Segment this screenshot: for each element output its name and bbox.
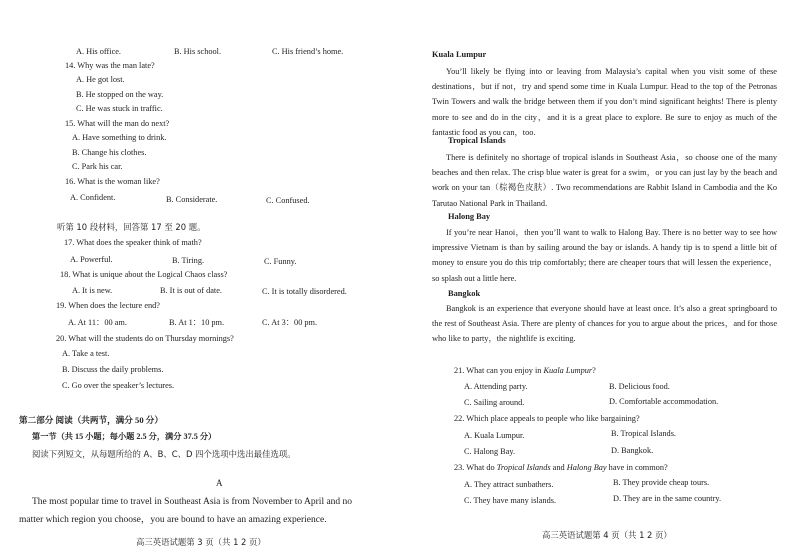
q23-option-d: D. They are in the same country.	[613, 494, 722, 503]
right-page	[404, 0, 789, 558]
passage-intro-line1: The most popular time to travel in Southeast Asia is from November to April and no	[32, 497, 353, 507]
q18-option-a: A. It is new.	[72, 286, 113, 295]
q21-option-a: A. Attending party.	[464, 382, 528, 391]
q14-option-a: A. He got lost.	[76, 75, 125, 84]
q20-option-b: B. Discuss the daily problems.	[62, 365, 164, 374]
reading-instruction: 阅读下列短文，从每题所给的 A、B、C、D 四个选项中选出最佳选项。	[32, 449, 296, 459]
passage-label: A	[216, 478, 223, 488]
q14-stem: 14. Why was the man late?	[65, 61, 155, 70]
q16-option-b: B. Considerate.	[166, 195, 218, 204]
q20-stem: 20. What will the students do on Thursday mornings?	[56, 334, 234, 343]
q16-option-c: C. Confused.	[266, 196, 310, 205]
q16-option-a: A. Confident.	[70, 193, 116, 202]
q19-stem: 19. When does the lecture end?	[56, 301, 160, 310]
q13-option-c: C. His friend’s home.	[272, 47, 344, 56]
part2-title: 第二部分 阅读（共两节，满分 50 分）	[19, 415, 163, 425]
q15-stem: 15. What will the man do next?	[65, 119, 170, 128]
q17-option-c: C. Funny.	[264, 257, 297, 266]
q14-option-c: C. He was stuck in traffic.	[76, 104, 163, 113]
q18-stem: 18. What is unique about the Logical Chaos class?	[60, 270, 228, 279]
left-page	[0, 0, 380, 558]
paragraph-bangkok: Bangkok is an experience that everyone should have at least once. It’s also a great springboard to the rest of Southeast Asia. There are plenty of chances for you to argue about the prices，and for those who like to party，the nightlife is exciting.	[432, 304, 777, 344]
q21-option-b: B. Delicious food.	[609, 382, 670, 391]
q16-stem: 16. What is the woman like?	[65, 177, 160, 186]
q21-option-d: D. Comfortable accommodation.	[609, 397, 719, 406]
q18-option-b: B. It is out of date.	[160, 286, 222, 295]
paragraph-kuala-lumpur: You’ll likely be flying into or leaving from Malaysia’s capital when you visit some of these destinations，but if not，try and spend some time in Kuala Lumpur. Head to the top of the Petronas Twin Towers and walk the bridge between them if you don’t mind significant heights! There is plenty more to see and do in the city，and it is a great place to explore. Be sure to enjoy as much of the fantastic food as you can，too.	[432, 67, 777, 137]
q23-stem: 23. What do Tropical Islands and Halong Bay have in common?	[454, 463, 668, 472]
page-footer-4: 高三英语试题第 4 页（共 1 2 页）	[542, 530, 672, 540]
instruction-passage-10: 听第 10 段材料，回答第 17 至 20 题。	[57, 222, 206, 232]
q22-option-d: D. Bangkok.	[611, 446, 654, 455]
q21-option-c: C. Sailing around.	[464, 398, 525, 407]
q18-option-c: C. It is totally disordered.	[262, 287, 347, 296]
q22-option-c: C. Halong Bay.	[464, 447, 516, 456]
q23-option-b: B. They provide cheap tours.	[613, 478, 710, 487]
q20-option-c: C. Go over the speaker’s lectures.	[62, 381, 175, 390]
q22-stem: 22. Which place appeals to people who like bargaining?	[454, 414, 640, 423]
q20-option-a: A. Take a test.	[62, 349, 110, 358]
q13-option-a: A. His office.	[76, 47, 122, 56]
q14-option-b: B. He stopped on the way.	[76, 90, 164, 99]
q23-option-a: A. They attract sunbathers.	[464, 480, 554, 489]
q22-option-b: B. Tropical Islands.	[611, 429, 676, 438]
q15-option-b: B. Change his clothes.	[72, 148, 147, 157]
q19-option-c: C. At 3：00 pm.	[262, 318, 318, 327]
q21-stem: 21. What can you enjoy in Kuala Lumpur?	[454, 366, 596, 375]
q17-option-a: A. Powerful.	[70, 255, 113, 264]
q15-option-c: C. Park his car.	[72, 162, 123, 171]
heading-tropical-islands: Tropical Islands	[448, 136, 506, 145]
heading-kuala-lumpur: Kuala Lumpur	[432, 50, 487, 59]
passage-intro-line2: matter which region you choose，you are bound to have an amazing experience.	[19, 515, 327, 525]
q13-option-b: B. His school.	[174, 47, 222, 56]
paragraph-halong-bay: If you’re near Hanoi，then you’ll want to walk to Halong Bay. There is no better way to see how impressive Vietnam is than by sailing around the bay or islands. A handy tip is to spend a little bit of money to ensure you do this trip comfortably; there are cheaper tours that will lessen the experience，so splash out a little here.	[432, 228, 777, 283]
q19-option-a: A. At 11：00 am.	[68, 318, 127, 327]
q17-option-b: B. Tiring.	[172, 256, 205, 265]
heading-halong-bay: Halong Bay	[448, 212, 491, 221]
q22-option-a: A. Kuala Lumpur.	[464, 431, 525, 440]
q15-option-a: A. Have something to drink.	[72, 133, 167, 142]
heading-bangkok: Bangkok	[448, 289, 481, 298]
q17-stem: 17. What does the speaker think of math?	[64, 238, 202, 247]
paragraph-tropical-islands: There is definitely no shortage of tropical islands in Southeast Asia，so choose one of the many beaches and then relax. The crisp blue water is great for a swim，or you can just lay by the beach and work on your tan（棕褐色皮肤）. Two recommendations are Rabbit Island in Cambodia and the Ko Tarutao National Park in Thailand.	[432, 153, 777, 208]
q19-option-b: B. At 1：10 pm.	[169, 318, 225, 327]
page-footer-3: 高三英语试题第 3 页（共 1 2 页）	[136, 537, 266, 547]
q23-option-c: C. They have many islands.	[464, 496, 557, 505]
section1-title: 第一节（共 15 小题；每小题 2.5 分，满分 37.5 分）	[32, 432, 217, 441]
